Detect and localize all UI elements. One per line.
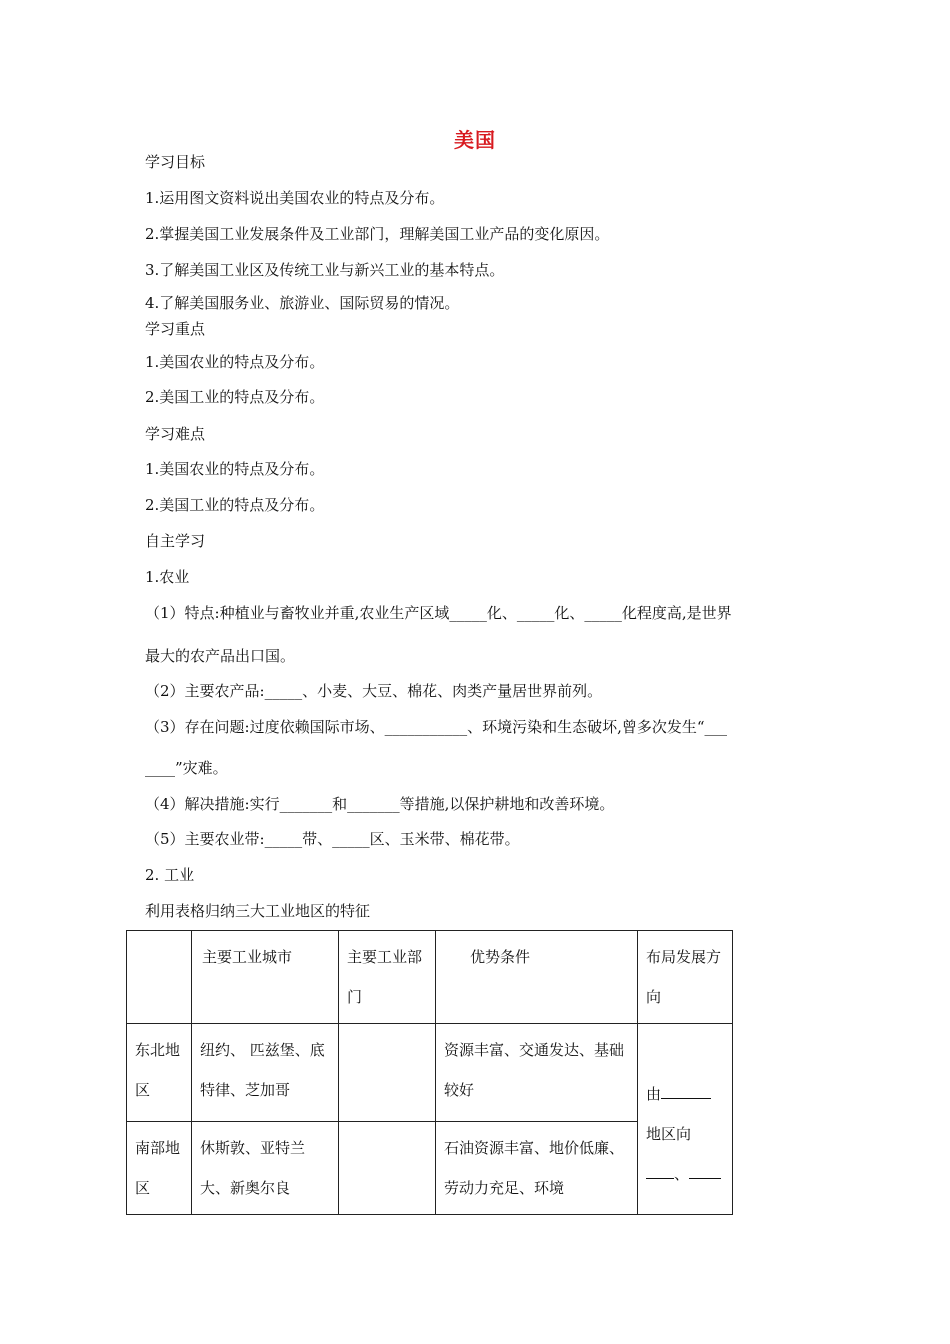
fill-blank <box>646 1177 674 1179</box>
difficulty-item: 1.美国农业的特点及分布。 <box>145 460 325 478</box>
table-header-cell: 主要工业部门 <box>339 931 436 1024</box>
table-header-cell: 布局发展方向 <box>638 931 733 1024</box>
agriculture-line: （2）主要农产品:_____、小麦、大豆、棉花、肉类产量居世界前列。 <box>145 682 603 700</box>
agriculture-heading: 1.农业 <box>145 568 190 586</box>
difficulty-item: 2.美国工业的特点及分布。 <box>145 496 325 514</box>
goals-heading: 学习目标 <box>145 153 206 171</box>
table-header-row <box>127 931 733 1024</box>
direction-line-2: 地区向 <box>646 1125 692 1143</box>
region-cell: 东北地区 <box>127 1024 192 1122</box>
fill-blank <box>689 1177 721 1179</box>
agriculture-line: （5）主要农业带:_____带、_____区、玉米带、棉花带。 <box>145 830 520 848</box>
sectors-cell <box>339 1122 436 1215</box>
goal-item: 2.掌握美国工业发展条件及工业部门，理解美国工业产品的变化原因。 <box>145 225 610 243</box>
cities-cell: 休斯敦、亚特兰大、新奥尔良 <box>192 1122 339 1215</box>
page-title: 美国 <box>454 128 496 152</box>
header-cities: 主要工业城市 <box>202 948 293 966</box>
agriculture-line: （3）存在问题:过度依赖国际市场、___________、环境污染和生态破坏,曾多次发生“___ <box>145 718 728 736</box>
header-advantages: 优势条件 <box>470 948 531 966</box>
goal-item: 3.了解美国工业区及传统工业与新兴工业的基本特点。 <box>145 261 505 279</box>
agriculture-line: （4）解决措施:实行_______和_______等措施,以保护耕地和改善环境。 <box>145 795 615 813</box>
direction-sep: 、 <box>674 1165 690 1183</box>
direction-line-1 <box>646 1074 724 1114</box>
key-item: 2.美国工业的特点及分布。 <box>145 388 325 406</box>
advantages-cell: 石油资源丰富、地价低廉、劳动力充足、环境 <box>436 1122 638 1215</box>
goal-item: 4.了解美国服务业、旅游业、国际贸易的情况。 <box>145 294 460 312</box>
table-header-cell <box>127 931 192 1024</box>
agriculture-line: （1）特点:种植业与畜牧业并重,农业生产区域_____化、_____化、_____化程度高,是世界 <box>145 604 732 622</box>
difficulty-heading: 学习难点 <box>145 425 206 443</box>
industry-heading: 2. 工业 <box>145 866 195 884</box>
table-header-cell <box>192 931 339 1024</box>
fill-blank <box>661 1097 711 1099</box>
goal-item: 1.运用图文资料说出美国农业的特点及分布。 <box>145 189 445 207</box>
key-heading: 学习重点 <box>145 320 206 338</box>
direction-cell <box>638 1024 733 1215</box>
advantages-cell: 资源丰富、交通发达、基础较好 <box>436 1024 638 1122</box>
cities-cell: 纽约、 匹兹堡、底特律、芝加哥 <box>192 1024 339 1122</box>
direction-prefix: 由 <box>646 1085 662 1103</box>
industry-table <box>126 930 733 1215</box>
sectors-cell <box>339 1024 436 1122</box>
table-row <box>127 1024 733 1122</box>
direction-line-3 <box>646 1154 724 1194</box>
table-header-cell <box>436 931 638 1024</box>
key-item: 1.美国农业的特点及分布。 <box>145 353 325 371</box>
self-study-heading: 自主学习 <box>145 532 206 550</box>
agriculture-line: ____”灾难。 <box>145 759 228 777</box>
agriculture-line: 最大的农产品出口国。 <box>145 647 296 665</box>
region-cell: 南部地区 <box>127 1122 192 1215</box>
table-intro: 利用表格归纳三大工业地区的特征 <box>145 902 371 920</box>
